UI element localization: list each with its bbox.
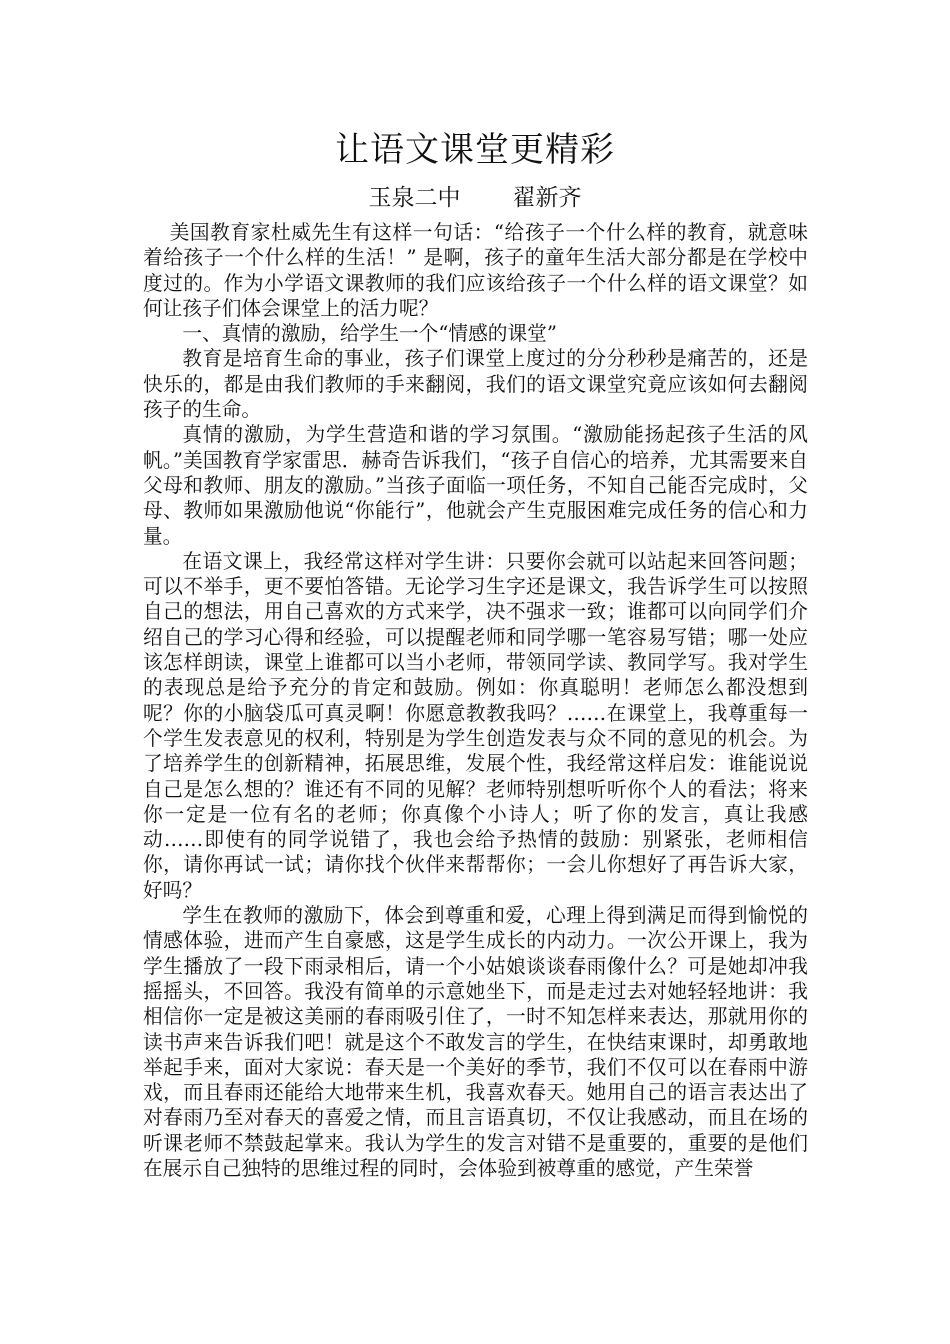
author-name: 翟新齐 <box>512 185 582 211</box>
author-line <box>0 182 950 214</box>
section-heading: 一、真情的激励，给学生一个“情感的课堂” <box>182 322 557 346</box>
document-body <box>143 220 808 1181</box>
body-paragraph: 美国教育家杜威先生有这样一句话：“给孩子一个什么样的教育，就意味着给孩子一个什么样的生活！” 是啊，孩子的童年生活大部分都是在学校中度过的。作为小学语文课教师的我们应该给孩子一个什么样的语文课堂？如何让孩子们体会课堂上的活力呢？ <box>143 221 808 320</box>
body-paragraph: 学生在教师的激励下，体会到尊重和爱，心理上得到满足而得到愉悦的情感体验，进而产生自豪感，这是学生成长的内动力。一次公开课上，我为学生播放了一段下雨录相后，请一个小姑娘谈谈春雨像什么？可是她却冲我摇摇头，不回答。我没有简单的示意她坐下，而是走过去对她轻轻地讲：我相信你一定是被这美丽的春雨吸引住了，一时不知怎样来表达，那就用你的读书声来告诉我们吧！就是这个不敢发言的学生，在快结束课时，却勇敢地举起手来，面对大家说：春天是一个美好的季节，我们不仅可以在春雨中游戏，而且春雨还能给大地带来生机，我喜欢春天。她用自己的语言表达出了对春雨乃至对春天的喜爱之情，而且言语真切，不仅让我感动，而且在场的听课老师不禁鼓起掌来。我认为学生的发言对错不是重要的，重要的是他们在展示自己独特的思维过程的同时，会体验到被尊重的感觉，产生荣誉 <box>143 904 808 1180</box>
author-school: 玉泉二中 <box>368 185 461 211</box>
document-title: 让语文课堂更精彩 <box>335 130 615 170</box>
body-paragraph: 教育是培育生命的事业，孩子们课堂上度过的分分秒秒是痛苦的，还是快乐的，都是由我们教师的手来翻阅，我们的语文课堂究竟应该如何去翻阅孩子的生命。 <box>143 347 808 422</box>
body-paragraph: 在语文课上，我经常这样对学生讲：只要你会就可以站起来回答问题；可以不举手，更不要怕答错。无论学习生字还是课文，我告诉学生可以按照自己的想法，用自己喜欢的方式来学，决不强求一致；谁都可以向同学们介绍自己的学习心得和经验，可以提醒老师和同学哪一笔容易写错；哪一处应该怎样朗读，课堂上谁都可以当小老师，带领同学读、教同学写。我对学生的表现总是给予充分的肯定和鼓励。例如：你真聪明！老师怎么都没想到呢？你的小脑袋瓜可真灵啊！你愿意教教我吗？……在课堂上，我尊重每一个学生发表意见的权利，特别是为学生创造发表与众不同的意见的机会。为了培养学生的创新精神，拓展思维，发展个性，我经常这样启发：谁能说说自己是怎么想的？谁还有不同的见解？老师特别想听听你个人的看法；将来你一定是一位有名的老师；你真像个小诗人；听了你的发言，真让我感动……即使有的同学说错了，我也会给予热情的鼓励：别紧张，老师相信你，请你再试一试；请你找个伙伴来帮帮你；一会儿你想好了再告诉大家，好吗？ <box>143 549 808 902</box>
body-paragraph: 真情的激励，为学生营造和谐的学习氛围。“激励能扬起孩子生活的风帆。”美国教育学家雷思．赫奇告诉我们，“孩子自信心的培养，尤其需要来自父母和教师、朋友的激励。”当孩子面临一项任务，不知自己能否完成时，父母、教师如果激励他说“你能行”，他就会产生克服困难完成任务的信心和力量。 <box>143 423 808 548</box>
